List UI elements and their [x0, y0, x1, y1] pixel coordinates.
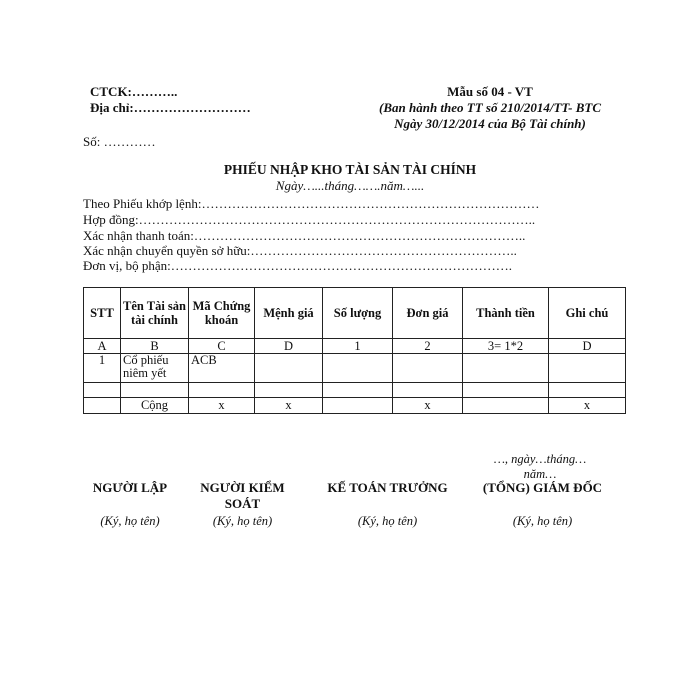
header-cell: STT: [84, 288, 121, 339]
row-cell: [323, 354, 393, 383]
code-cell: 1: [323, 339, 393, 354]
field-department: Đơn vị, bộ phận:…………………………………………………………………….: [83, 258, 513, 273]
signature-director: (TỔNG) GIÁM ĐỐC: [482, 480, 603, 495]
header-cell: Tên Tài sản tài chính: [121, 288, 189, 339]
code-cell: A: [84, 339, 121, 354]
code-cell: C: [189, 339, 255, 354]
header-cell: Đơn giá: [393, 288, 463, 339]
total-row: [84, 398, 626, 414]
code-cell: 3= 1*2: [463, 339, 549, 354]
total-cell: x: [189, 398, 255, 414]
total-cell: x: [549, 398, 626, 414]
row-cell: [393, 354, 463, 383]
page-title: PHIẾU NHẬP KHO TÀI SẢN TÀI CHÍNH: [223, 162, 477, 177]
signature-controller: NGƯỜI KIỂM SOÁT: [200, 480, 285, 511]
date-line: Ngày…...tháng…….năm…...: [275, 178, 425, 193]
total-cell: [323, 398, 393, 414]
signature-preparer: NGƯỜI LẬP: [92, 480, 168, 495]
table-row-empty: [84, 383, 626, 398]
total-cell: x: [255, 398, 323, 414]
code-row: [84, 339, 626, 354]
total-cell: [463, 398, 549, 414]
total-cell: [84, 398, 121, 414]
field-order: Theo Phiếu khớp lệnh:……………………………………………………………………: [83, 196, 540, 211]
header-cell: Số lượng: [323, 288, 393, 339]
code-cell: 2: [393, 339, 463, 354]
signature-chief-accountant: KẾ TOÁN TRƯỞNG: [327, 480, 448, 495]
field-contract: Hợp đồng:………………………………………………………………………………..: [83, 212, 536, 227]
header-cell: Mệnh giá: [255, 288, 323, 339]
field-payment: Xác nhận thanh toán:…………………………………………………………………..: [83, 228, 526, 243]
table-header-row: [84, 288, 626, 339]
table-row: [84, 354, 626, 383]
total-cell: x: [393, 398, 463, 414]
issued-date: Ngày 30/12/2014 của Bộ Tài chính): [394, 116, 586, 131]
asset-table: [83, 287, 626, 414]
sign-note: (Ký, họ tên): [357, 514, 418, 528]
address-label: Địa chỉ:………………………: [90, 100, 251, 115]
field-transfer: Xác nhận chuyển quyền sở hữu:……………………………………………………..: [83, 243, 517, 258]
date-place: …, ngày…tháng… năm…: [493, 452, 587, 481]
doc-number: Số: …………: [83, 134, 156, 149]
code-cell: D: [549, 339, 626, 354]
code-cell: B: [121, 339, 189, 354]
issued-by: (Ban hành theo TT số 210/2014/TT- BTC: [379, 100, 601, 115]
row-cell: ACB: [189, 354, 255, 383]
header-cell: Thành tiền: [463, 288, 549, 339]
row-cell: [549, 354, 626, 383]
header-cell: Ghi chú: [549, 288, 626, 339]
sign-note: (Ký, họ tên): [212, 514, 273, 528]
form-number: Mẫu số 04 - VT: [447, 84, 533, 99]
company-label: CTCK:………..: [90, 84, 178, 99]
row-cell: Cổ phiếu niêm yết: [121, 354, 189, 383]
total-cell: Cộng: [121, 398, 189, 414]
row-cell: [255, 354, 323, 383]
sign-note: (Ký, họ tên): [100, 514, 160, 528]
sign-note: (Ký, họ tên): [512, 514, 573, 528]
row-cell: [463, 354, 549, 383]
row-cell: 1: [84, 354, 121, 383]
header-cell: Mã Chứng khoán: [189, 288, 255, 339]
code-cell: D: [255, 339, 323, 354]
